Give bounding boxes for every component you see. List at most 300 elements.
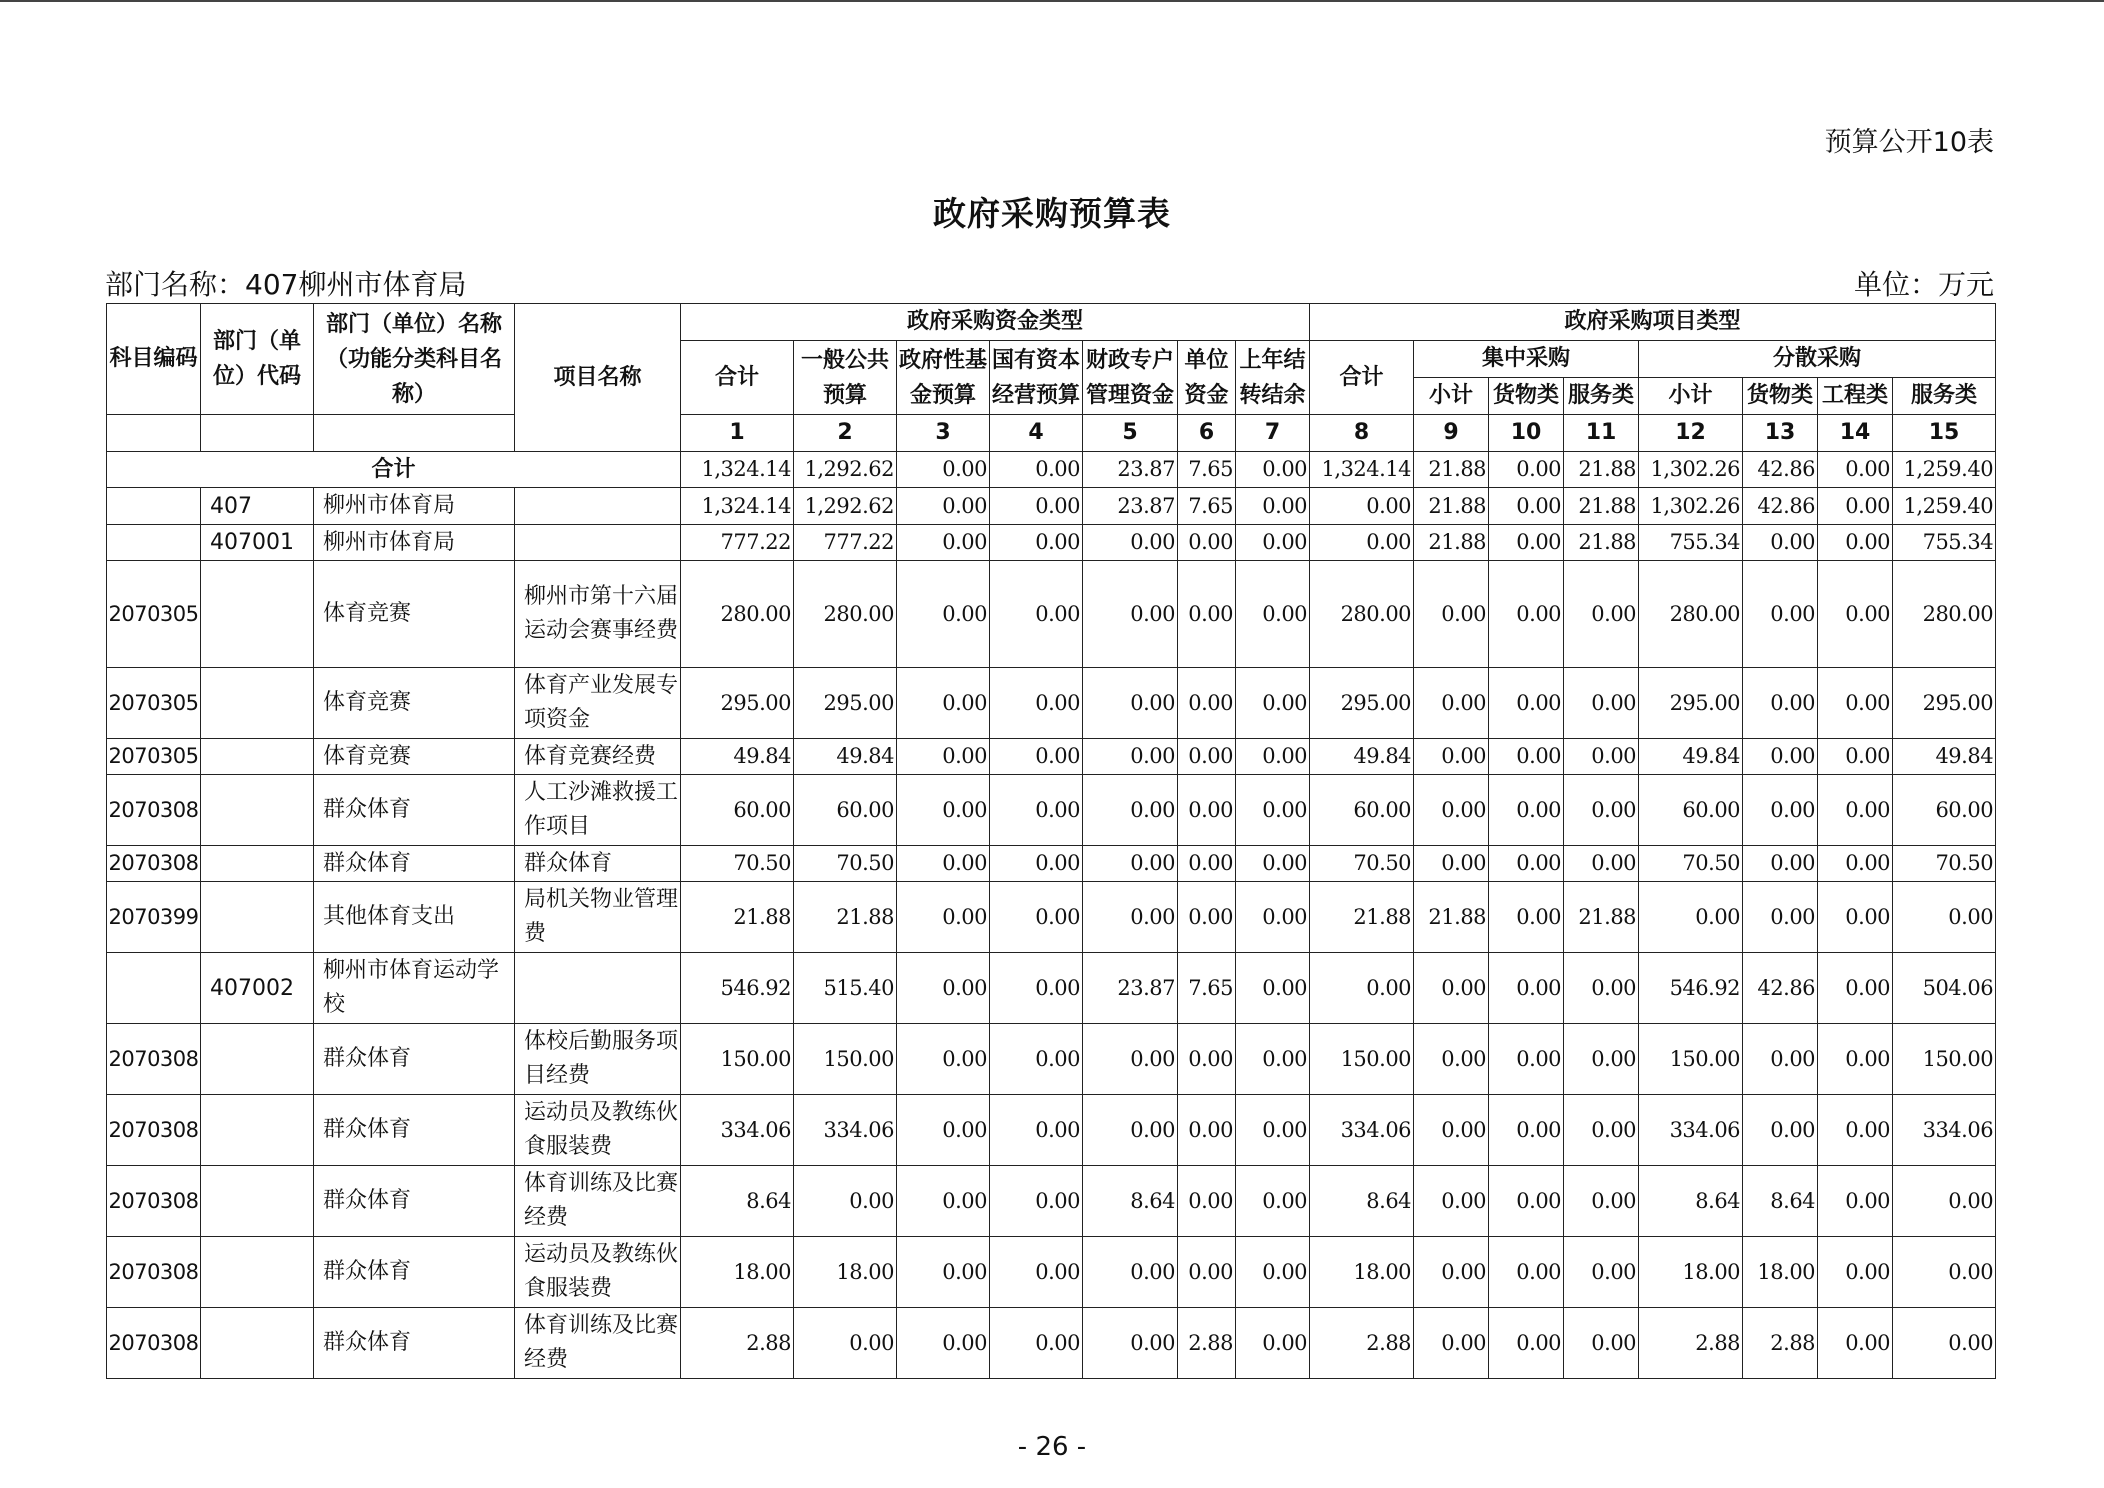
value-cell: 0.00 xyxy=(1178,561,1236,668)
col-decentral-goods: 货物类 xyxy=(1743,378,1818,415)
value-cell: 21.88 xyxy=(1414,488,1489,525)
value-cell: 0.00 xyxy=(1083,775,1178,846)
subject-code-cell: 2070308 xyxy=(107,775,201,846)
value-cell: 21.88 xyxy=(1564,882,1639,953)
value-cell: 1,302.26 xyxy=(1639,488,1743,525)
value-cell: 0.00 xyxy=(1743,846,1818,882)
value-cell: 1,302.26 xyxy=(1639,452,1743,488)
value-cell: 0.00 xyxy=(1564,1024,1639,1095)
col-dept-code: 部门（单位）代码 xyxy=(201,304,314,415)
value-cell: 49.84 xyxy=(1639,739,1743,775)
value-cell: 0.00 xyxy=(897,1237,990,1308)
table-row xyxy=(107,739,1996,775)
value-cell: 0.00 xyxy=(990,846,1083,882)
table-row xyxy=(107,1308,1996,1379)
value-cell: 0.00 xyxy=(1236,668,1310,739)
col-number: 9 xyxy=(1414,415,1489,452)
value-cell: 23.87 xyxy=(1083,452,1178,488)
table-row xyxy=(107,846,1996,882)
value-cell: 0.00 xyxy=(1818,1166,1893,1237)
value-cell: 504.06 xyxy=(1893,953,1996,1024)
value-cell: 0.00 xyxy=(1083,525,1178,561)
value-cell: 0.00 xyxy=(1414,953,1489,1024)
group-fund-type: 政府采购资金类型 xyxy=(681,304,1310,341)
dept-code-cell xyxy=(201,882,314,953)
col-decentral-subtotal: 小计 xyxy=(1639,378,1743,415)
value-cell: 0.00 xyxy=(897,525,990,561)
value-cell: 18.00 xyxy=(1639,1237,1743,1308)
dept-name-cell: 柳州市体育运动学校 xyxy=(314,953,515,1024)
subject-code-cell: 2070308 xyxy=(107,1095,201,1166)
value-cell: 0.00 xyxy=(1818,846,1893,882)
subject-code-cell: 2070308 xyxy=(107,1237,201,1308)
value-cell: 0.00 xyxy=(990,739,1083,775)
value-cell: 60.00 xyxy=(1639,775,1743,846)
value-cell: 0.00 xyxy=(1083,668,1178,739)
value-cell: 60.00 xyxy=(681,775,794,846)
value-cell: 0.00 xyxy=(1818,488,1893,525)
value-cell: 0.00 xyxy=(1489,668,1564,739)
value-cell: 7.65 xyxy=(1178,953,1236,1024)
value-cell: 18.00 xyxy=(1743,1237,1818,1308)
dept-name-cell: 柳州市体育局 xyxy=(314,488,515,525)
table-row xyxy=(107,1024,1996,1095)
value-cell: 334.06 xyxy=(1893,1095,1996,1166)
value-cell: 23.87 xyxy=(1083,953,1178,1024)
value-cell: 0.00 xyxy=(1489,882,1564,953)
value-cell: 0.00 xyxy=(897,775,990,846)
value-cell: 70.50 xyxy=(1310,846,1414,882)
value-cell: 0.00 xyxy=(1743,775,1818,846)
value-cell: 0.00 xyxy=(1083,561,1178,668)
dept-code-cell xyxy=(201,668,314,739)
value-cell: 334.06 xyxy=(1310,1095,1414,1166)
value-cell: 0.00 xyxy=(1236,882,1310,953)
project-name-cell: 运动员及教练伙食服装费 xyxy=(515,1095,681,1166)
value-cell: 70.50 xyxy=(1639,846,1743,882)
value-cell: 0.00 xyxy=(1414,775,1489,846)
value-cell: 546.92 xyxy=(1639,953,1743,1024)
value-cell: 0.00 xyxy=(897,953,990,1024)
dept-name-cell: 群众体育 xyxy=(314,1095,515,1166)
value-cell: 280.00 xyxy=(1310,561,1414,668)
value-cell: 280.00 xyxy=(681,561,794,668)
total-row xyxy=(107,452,1996,488)
value-cell: 0.00 xyxy=(1083,1024,1178,1095)
value-cell: 2.88 xyxy=(681,1308,794,1379)
project-name-cell xyxy=(515,953,681,1024)
value-cell: 23.87 xyxy=(1083,488,1178,525)
department-name: 部门名称：407柳州市体育局 xyxy=(105,268,467,301)
value-cell: 18.00 xyxy=(681,1237,794,1308)
dept-code-cell xyxy=(201,561,314,668)
value-cell: 0.00 xyxy=(1310,488,1414,525)
value-cell: 1,324.14 xyxy=(681,488,794,525)
col-number: 4 xyxy=(990,415,1083,452)
value-cell: 7.65 xyxy=(1178,452,1236,488)
dept-name-cell: 群众体育 xyxy=(314,775,515,846)
value-cell: 280.00 xyxy=(1639,561,1743,668)
table-row xyxy=(107,953,1996,1024)
value-cell: 0.00 xyxy=(1818,1095,1893,1166)
value-cell: 0.00 xyxy=(1178,1024,1236,1095)
value-cell: 0.00 xyxy=(897,846,990,882)
value-cell: 0.00 xyxy=(1236,953,1310,1024)
subject-code-cell: 2070305 xyxy=(107,668,201,739)
value-cell: 0.00 xyxy=(990,1166,1083,1237)
dept-code-cell: 407001 xyxy=(201,525,314,561)
value-cell: 0.00 xyxy=(1414,1308,1489,1379)
col-number: 2 xyxy=(794,415,897,452)
value-cell: 0.00 xyxy=(1310,525,1414,561)
value-cell: 2.88 xyxy=(1178,1308,1236,1379)
col-dept-name: 部门（单位）名称（功能分类科目名称） xyxy=(314,304,515,415)
group-decentral-procurement: 分散采购 xyxy=(1639,341,1996,378)
value-cell: 0.00 xyxy=(897,882,990,953)
subject-code-cell xyxy=(107,953,201,1024)
col-central-subtotal: 小计 xyxy=(1414,378,1489,415)
value-cell: 2.88 xyxy=(1310,1308,1414,1379)
dept-code-cell xyxy=(201,1024,314,1095)
value-cell: 0.00 xyxy=(1236,1308,1310,1379)
value-cell: 0.00 xyxy=(990,668,1083,739)
value-cell: 0.00 xyxy=(1083,846,1178,882)
value-cell: 21.88 xyxy=(1310,882,1414,953)
value-cell: 0.00 xyxy=(1414,1237,1489,1308)
value-cell: 0.00 xyxy=(1564,953,1639,1024)
project-name-cell xyxy=(515,525,681,561)
value-cell: 0.00 xyxy=(1489,525,1564,561)
total-label: 合计 xyxy=(107,452,681,488)
value-cell: 280.00 xyxy=(1893,561,1996,668)
value-cell: 0.00 xyxy=(1083,1308,1178,1379)
value-cell: 150.00 xyxy=(1310,1024,1414,1095)
value-cell: 0.00 xyxy=(1743,1024,1818,1095)
value-cell: 0.00 xyxy=(897,452,990,488)
value-cell: 0.00 xyxy=(897,1024,990,1095)
value-cell: 0.00 xyxy=(897,1166,990,1237)
group-central-procurement: 集中采购 xyxy=(1414,341,1639,378)
value-cell: 21.88 xyxy=(681,882,794,953)
value-cell: 0.00 xyxy=(1489,1095,1564,1166)
table-row xyxy=(107,882,1996,953)
table-row xyxy=(107,488,1996,525)
data-rows xyxy=(107,488,1996,1379)
value-cell: 0.00 xyxy=(1178,882,1236,953)
value-cell: 70.50 xyxy=(794,846,897,882)
value-cell: 18.00 xyxy=(794,1237,897,1308)
column-number-row xyxy=(107,415,1996,452)
col-number: 12 xyxy=(1639,415,1743,452)
dept-name-cell: 体育竞赛 xyxy=(314,561,515,668)
value-cell: 0.00 xyxy=(1236,846,1310,882)
value-cell: 0.00 xyxy=(1489,561,1564,668)
value-cell: 0.00 xyxy=(1236,1095,1310,1166)
dept-name-cell: 群众体育 xyxy=(314,1308,515,1379)
value-cell: 8.64 xyxy=(681,1166,794,1237)
value-cell: 60.00 xyxy=(1310,775,1414,846)
value-cell: 0.00 xyxy=(1236,452,1310,488)
subject-code-cell: 2070308 xyxy=(107,846,201,882)
value-cell: 295.00 xyxy=(1310,668,1414,739)
col-number: 3 xyxy=(897,415,990,452)
value-cell: 0.00 xyxy=(1414,561,1489,668)
value-cell: 0.00 xyxy=(1818,452,1893,488)
col-number: 10 xyxy=(1489,415,1564,452)
value-cell: 0.00 xyxy=(990,1095,1083,1166)
value-cell: 0.00 xyxy=(990,561,1083,668)
value-cell: 42.86 xyxy=(1743,452,1818,488)
value-cell: 60.00 xyxy=(1893,775,1996,846)
top-border-line xyxy=(0,0,2104,2)
project-name-cell: 体育训练及比赛经费 xyxy=(515,1166,681,1237)
procurement-budget-table xyxy=(106,303,1996,1379)
value-cell: 295.00 xyxy=(1893,668,1996,739)
project-name-cell xyxy=(515,488,681,525)
table-number-label: 预算公开10表 xyxy=(1824,127,1994,158)
value-cell: 0.00 xyxy=(1818,1237,1893,1308)
table-row xyxy=(107,775,1996,846)
value-cell: 0.00 xyxy=(1489,846,1564,882)
col-number: 11 xyxy=(1564,415,1639,452)
dept-name-cell: 其他体育支出 xyxy=(314,882,515,953)
value-cell: 0.00 xyxy=(1893,1237,1996,1308)
col-project-name: 项目名称 xyxy=(515,304,681,452)
value-cell: 42.86 xyxy=(1743,488,1818,525)
value-cell: 21.88 xyxy=(1564,525,1639,561)
dept-code-cell xyxy=(201,1308,314,1379)
value-cell: 0.00 xyxy=(1236,775,1310,846)
subject-code-cell: 2070308 xyxy=(107,1166,201,1237)
value-cell: 0.00 xyxy=(897,488,990,525)
dept-name-cell: 群众体育 xyxy=(314,1237,515,1308)
table-row xyxy=(107,668,1996,739)
value-cell: 0.00 xyxy=(1564,668,1639,739)
value-cell: 42.86 xyxy=(1743,953,1818,1024)
value-cell: 0.00 xyxy=(897,1308,990,1379)
value-cell: 0.00 xyxy=(1489,1237,1564,1308)
col-number: 6 xyxy=(1178,415,1236,452)
value-cell: 8.64 xyxy=(1743,1166,1818,1237)
value-cell: 515.40 xyxy=(794,953,897,1024)
value-cell: 1,324.14 xyxy=(681,452,794,488)
value-cell: 0.00 xyxy=(990,1237,1083,1308)
value-cell: 8.64 xyxy=(1310,1166,1414,1237)
value-cell: 0.00 xyxy=(990,953,1083,1024)
value-cell: 0.00 xyxy=(1818,775,1893,846)
project-name-cell: 体育训练及比赛经费 xyxy=(515,1308,681,1379)
value-cell: 0.00 xyxy=(1236,488,1310,525)
value-cell: 0.00 xyxy=(990,1024,1083,1095)
value-cell: 0.00 xyxy=(1083,1237,1178,1308)
col-fund-unit: 单位资金 xyxy=(1178,341,1236,415)
value-cell: 0.00 xyxy=(1178,1166,1236,1237)
value-cell: 0.00 xyxy=(1414,1024,1489,1095)
value-cell: 150.00 xyxy=(794,1024,897,1095)
value-cell: 0.00 xyxy=(1489,953,1564,1024)
value-cell: 0.00 xyxy=(1489,1024,1564,1095)
value-cell: 295.00 xyxy=(794,668,897,739)
dept-name-cell: 群众体育 xyxy=(314,1024,515,1095)
value-cell: 0.00 xyxy=(1818,1308,1893,1379)
value-cell: 0.00 xyxy=(1236,1237,1310,1308)
value-cell: 0.00 xyxy=(990,882,1083,953)
value-cell: 334.06 xyxy=(1639,1095,1743,1166)
value-cell: 777.22 xyxy=(794,525,897,561)
value-cell: 755.34 xyxy=(1639,525,1743,561)
value-cell: 1,259.40 xyxy=(1893,452,1996,488)
value-cell: 0.00 xyxy=(1818,525,1893,561)
value-cell: 0.00 xyxy=(1743,739,1818,775)
value-cell: 0.00 xyxy=(1178,775,1236,846)
col-number: 15 xyxy=(1893,415,1996,452)
value-cell: 0.00 xyxy=(990,1308,1083,1379)
table-row xyxy=(107,1166,1996,1237)
value-cell: 0.00 xyxy=(1564,739,1639,775)
value-cell: 49.84 xyxy=(794,739,897,775)
subject-code-cell: 2070305 xyxy=(107,739,201,775)
value-cell: 0.00 xyxy=(1414,846,1489,882)
value-cell: 60.00 xyxy=(794,775,897,846)
value-cell: 0.00 xyxy=(897,739,990,775)
subject-code-cell: 2070308 xyxy=(107,1308,201,1379)
dept-code-cell xyxy=(201,1095,314,1166)
value-cell: 0.00 xyxy=(897,668,990,739)
value-cell: 0.00 xyxy=(1818,953,1893,1024)
value-cell: 0.00 xyxy=(1489,1308,1564,1379)
col-decentral-engineering: 工程类 xyxy=(1818,378,1893,415)
value-cell: 755.34 xyxy=(1893,525,1996,561)
col-number: 7 xyxy=(1236,415,1310,452)
value-cell: 334.06 xyxy=(794,1095,897,1166)
value-cell: 280.00 xyxy=(794,561,897,668)
dept-name-cell: 体育竞赛 xyxy=(314,739,515,775)
col-number: 5 xyxy=(1083,415,1178,452)
value-cell: 8.64 xyxy=(1639,1166,1743,1237)
col-fund-state-capital: 国有资本经营预算 xyxy=(990,341,1083,415)
page-title: 政府采购预算表 xyxy=(933,194,1171,233)
value-cell: 2.88 xyxy=(1639,1308,1743,1379)
dept-code-cell xyxy=(201,1237,314,1308)
value-cell: 0.00 xyxy=(1489,1166,1564,1237)
project-name-cell: 人工沙滩救援工作项目 xyxy=(515,775,681,846)
dept-code-cell: 407 xyxy=(201,488,314,525)
value-cell: 70.50 xyxy=(1893,846,1996,882)
col-proj-total: 合计 xyxy=(1310,341,1414,415)
value-cell: 0.00 xyxy=(1743,668,1818,739)
value-cell: 0.00 xyxy=(1178,668,1236,739)
value-cell: 0.00 xyxy=(1818,882,1893,953)
table-row xyxy=(107,1237,1996,1308)
value-cell: 0.00 xyxy=(794,1308,897,1379)
value-cell: 70.50 xyxy=(681,846,794,882)
value-cell: 334.06 xyxy=(681,1095,794,1166)
project-name-cell: 体校后勤服务项目经费 xyxy=(515,1024,681,1095)
value-cell: 0.00 xyxy=(1564,846,1639,882)
value-cell: 49.84 xyxy=(1893,739,1996,775)
value-cell: 0.00 xyxy=(1564,1308,1639,1379)
value-cell: 0.00 xyxy=(1310,953,1414,1024)
value-cell: 0.00 xyxy=(1414,1095,1489,1166)
value-cell: 49.84 xyxy=(681,739,794,775)
value-cell: 0.00 xyxy=(990,488,1083,525)
value-cell: 21.88 xyxy=(1414,525,1489,561)
col-fund-total: 合计 xyxy=(681,341,794,415)
value-cell: 0.00 xyxy=(1893,1308,1996,1379)
value-cell: 0.00 xyxy=(1818,739,1893,775)
value-cell: 21.88 xyxy=(1564,488,1639,525)
dept-code-cell: 407002 xyxy=(201,953,314,1024)
value-cell: 0.00 xyxy=(1489,488,1564,525)
value-cell: 0.00 xyxy=(1083,882,1178,953)
value-cell: 0.00 xyxy=(1178,739,1236,775)
value-cell: 0.00 xyxy=(1489,452,1564,488)
value-cell: 7.65 xyxy=(1178,488,1236,525)
dept-name-cell: 群众体育 xyxy=(314,1166,515,1237)
dept-name-cell: 体育竞赛 xyxy=(314,668,515,739)
dept-code-cell xyxy=(201,739,314,775)
value-cell: 295.00 xyxy=(681,668,794,739)
subject-code-cell xyxy=(107,525,201,561)
page-number: - 26 - xyxy=(1017,1432,1087,1462)
value-cell: 0.00 xyxy=(1743,1095,1818,1166)
value-cell: 295.00 xyxy=(1639,668,1743,739)
value-cell: 18.00 xyxy=(1310,1237,1414,1308)
value-cell: 0.00 xyxy=(1564,1166,1639,1237)
value-cell: 150.00 xyxy=(1639,1024,1743,1095)
value-cell: 0.00 xyxy=(1414,668,1489,739)
subject-code-cell: 2070399 xyxy=(107,882,201,953)
value-cell: 0.00 xyxy=(897,561,990,668)
value-cell: 1,324.14 xyxy=(1310,452,1414,488)
col-number: 13 xyxy=(1743,415,1818,452)
col-central-service: 服务类 xyxy=(1564,378,1639,415)
table-row xyxy=(107,1095,1996,1166)
subject-code-cell: 2070305 xyxy=(107,561,201,668)
value-cell: 0.00 xyxy=(1178,1237,1236,1308)
project-name-cell: 体育产业发展专项资金 xyxy=(515,668,681,739)
dept-code-cell xyxy=(201,846,314,882)
value-cell: 0.00 xyxy=(1893,1166,1996,1237)
value-cell: 777.22 xyxy=(681,525,794,561)
value-cell: 546.92 xyxy=(681,953,794,1024)
value-cell: 150.00 xyxy=(681,1024,794,1095)
dept-code-cell xyxy=(201,1166,314,1237)
col-number: 8 xyxy=(1310,415,1414,452)
value-cell: 0.00 xyxy=(1489,739,1564,775)
value-cell: 0.00 xyxy=(1236,739,1310,775)
value-cell: 1,292.62 xyxy=(794,452,897,488)
unit-label: 单位：万元 xyxy=(1853,268,1994,301)
col-fund-special: 财政专户管理资金 xyxy=(1083,341,1178,415)
value-cell: 0.00 xyxy=(1639,882,1743,953)
value-cell: 0.00 xyxy=(1236,1024,1310,1095)
value-cell: 0.00 xyxy=(990,525,1083,561)
value-cell: 0.00 xyxy=(1743,525,1818,561)
value-cell: 1,292.62 xyxy=(794,488,897,525)
value-cell: 0.00 xyxy=(1564,775,1639,846)
value-cell: 0.00 xyxy=(1236,561,1310,668)
table-row xyxy=(107,561,1996,668)
value-cell: 2.88 xyxy=(1743,1308,1818,1379)
value-cell: 150.00 xyxy=(1893,1024,1996,1095)
value-cell: 49.84 xyxy=(1310,739,1414,775)
value-cell: 0.00 xyxy=(1564,1095,1639,1166)
col-fund-gov-fund: 政府性基金预算 xyxy=(897,341,990,415)
project-name-cell: 体育竞赛经费 xyxy=(515,739,681,775)
value-cell: 21.88 xyxy=(1414,452,1489,488)
value-cell: 0.00 xyxy=(1564,1237,1639,1308)
